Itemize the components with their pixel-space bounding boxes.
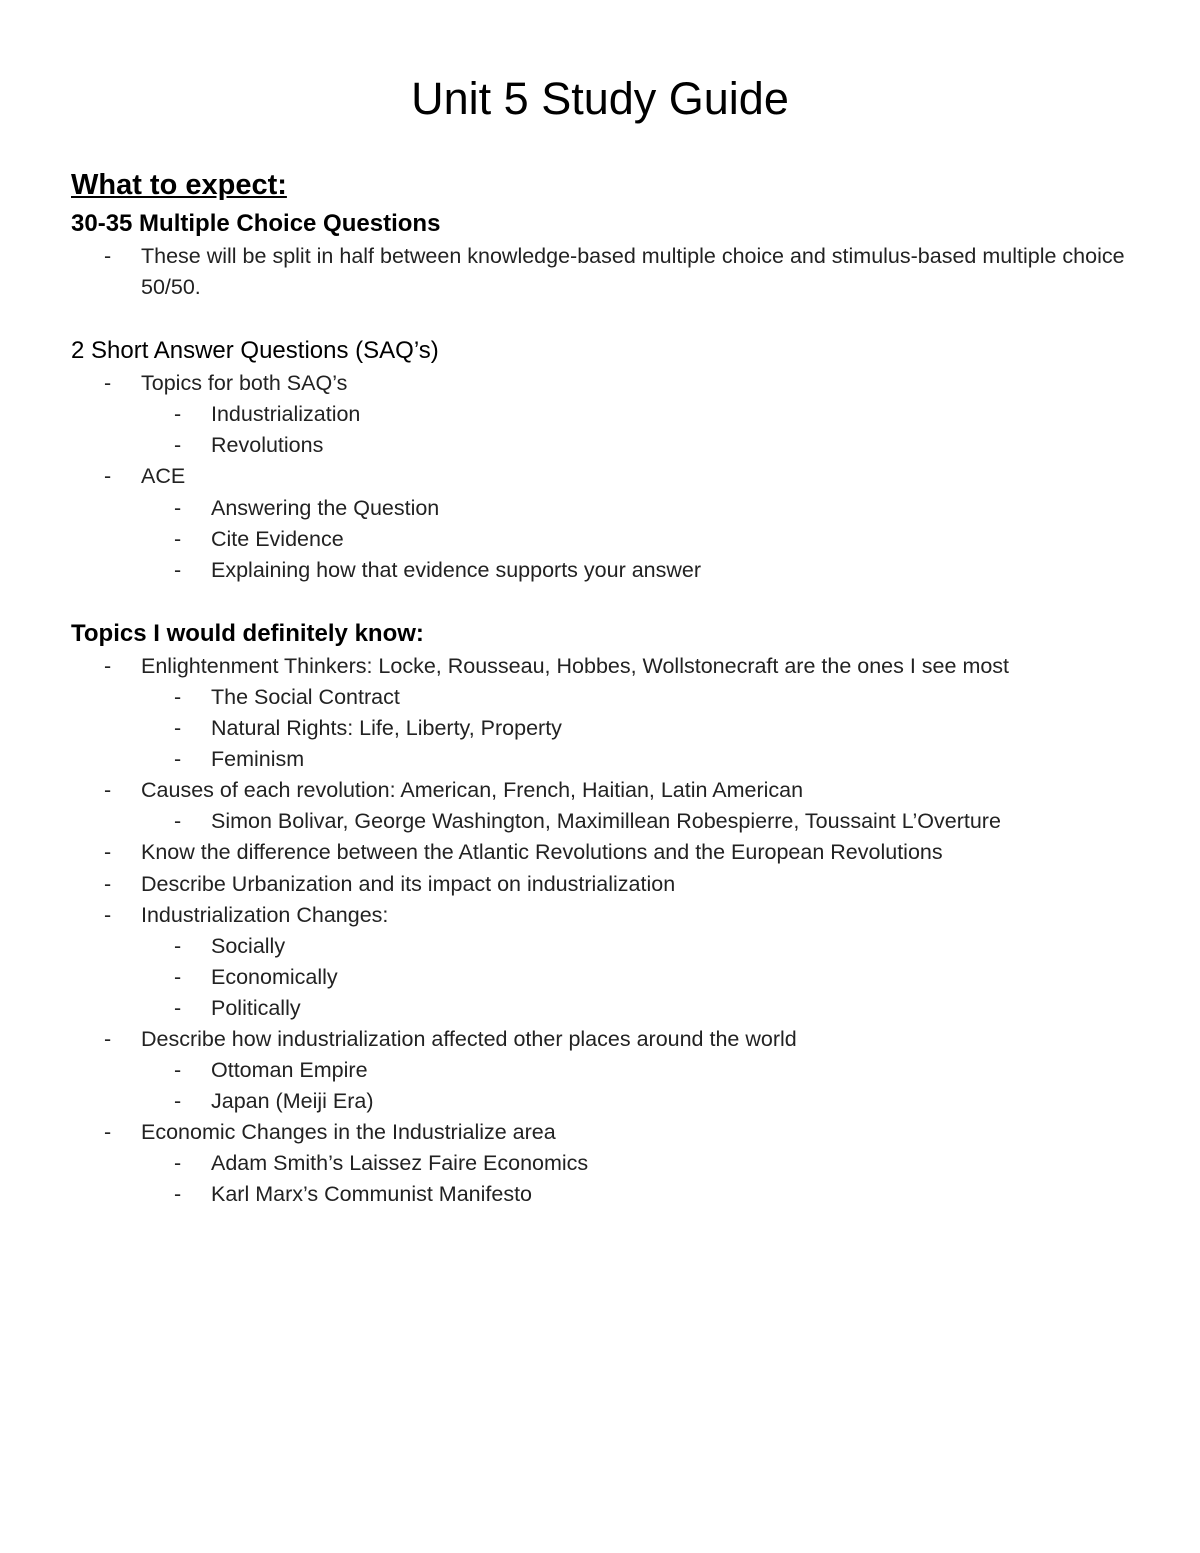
ace-sublist [141, 493, 1131, 586]
list-item-text: Ottoman Empire [211, 1058, 368, 1083]
page-title: Unit 5 Study Guide [411, 73, 789, 124]
sublist-wrapper [71, 1148, 1131, 1210]
list-item-text: Answering the Question [211, 495, 440, 520]
list-item [71, 900, 1131, 931]
topic-sublist [141, 1055, 1131, 1117]
list-item-text: Topics for both SAQ’s [141, 371, 348, 396]
list-item [141, 713, 1131, 744]
bullet-dash: - [104, 778, 112, 803]
list-item [141, 524, 1131, 555]
list-item-text: Describe how industrialization affected other places around the world [141, 1026, 797, 1051]
list-item-text: Revolutions [211, 433, 324, 458]
list-item-text: Explaining how that evidence supports your answer [211, 557, 702, 582]
list-item-text: The Social Contract [211, 684, 400, 709]
topic-sublist [141, 1148, 1131, 1210]
bullet-dash: - [174, 809, 182, 834]
bullet-dash: - [174, 433, 182, 458]
list-item [71, 775, 1131, 806]
list-item [71, 651, 1131, 682]
bullet-dash: - [174, 684, 182, 709]
list-item-text: These will be split in half between knowledge-based multiple choice and stimulus-based multiple choice 50/50. [141, 244, 1125, 300]
list-item [71, 1117, 1131, 1148]
list-item [141, 744, 1131, 775]
mcq-heading: 30-35 Multiple Choice Questions [71, 210, 441, 237]
list-item [71, 837, 1131, 868]
list-item-text: Industrialization [211, 402, 361, 427]
bullet-dash: - [174, 495, 182, 520]
list-item-text: Japan (Meiji Era) [211, 1089, 374, 1114]
list-item [141, 493, 1131, 524]
list-item [71, 241, 1131, 303]
bullet-dash: - [174, 964, 182, 989]
list-item [71, 368, 1131, 399]
list-item-text: Enlightenment Thinkers: Locke, Rousseau, Hobbes, Wollstonecraft are the ones I see most [141, 653, 1010, 678]
list-item-text: Economically [211, 964, 338, 989]
topics-heading: Topics I would definitely know: [71, 619, 424, 647]
list-item-text: Simon Bolivar, George Washington, Maximillean Robespierre, Toussaint L’Overture [211, 809, 1001, 834]
list-item [141, 555, 1131, 586]
list-item [71, 461, 1131, 492]
bullet-dash: - [174, 716, 182, 741]
sublist-wrapper [71, 493, 1131, 586]
sublist-wrapper [71, 682, 1131, 775]
topic-sublist [141, 931, 1131, 1024]
bullet-dash: - [174, 1089, 182, 1114]
list-item-text: ACE [141, 464, 186, 489]
list-item [71, 1024, 1131, 1055]
bullet-dash: - [174, 402, 182, 427]
list-item-text: Adam Smith’s Laissez Faire Economics [211, 1151, 589, 1176]
list-item-text: Socially [211, 933, 286, 958]
document-body [71, 160, 1131, 1211]
list-item-text: Causes of each revolution: American, French, Haitian, Latin American [141, 778, 804, 803]
bullet-dash: - [174, 1151, 182, 1176]
sublist-wrapper [71, 806, 1131, 837]
bullet-dash: - [104, 902, 112, 927]
bullet-dash: - [104, 840, 112, 865]
list-item [71, 869, 1131, 900]
bullet-dash: - [174, 526, 182, 551]
saq-list [71, 368, 1131, 586]
bullet-dash: - [104, 871, 112, 896]
list-item [141, 993, 1131, 1024]
bullet-dash: - [174, 995, 182, 1020]
bullet-dash: - [104, 1120, 112, 1145]
bullet-dash: - [104, 371, 112, 396]
bullet-dash: - [174, 747, 182, 772]
list-item-text: Feminism [211, 747, 305, 772]
bullet-dash: - [174, 933, 182, 958]
mcq-list [71, 241, 1131, 303]
list-item-text: Industrialization Changes: [141, 902, 389, 927]
list-item-text: Karl Marx’s Communist Manifesto [211, 1182, 532, 1207]
bullet-dash: - [174, 1182, 182, 1207]
list-item-text: Politically [211, 995, 301, 1020]
list-item [141, 399, 1131, 430]
list-item [141, 962, 1131, 993]
list-item-text: Know the difference between the Atlantic Revolutions and the European Revolutions [141, 840, 943, 865]
list-item [141, 1055, 1131, 1086]
bullet-dash: - [104, 244, 112, 268]
bullet-dash: - [104, 464, 112, 489]
list-item-text: Natural Rights: Life, Liberty, Property [211, 716, 562, 741]
list-item [141, 1148, 1131, 1179]
list-item-text: Describe Urbanization and its impact on industrialization [141, 871, 676, 896]
list-item [141, 931, 1131, 962]
topic-sublist [141, 682, 1131, 775]
list-item-text: Cite Evidence [211, 526, 344, 551]
sublist-wrapper [71, 399, 1131, 461]
topic-sublist [141, 806, 1131, 837]
bullet-dash: - [104, 1026, 112, 1051]
sublist-wrapper [71, 1055, 1131, 1117]
list-item [141, 1179, 1131, 1210]
bullet-dash: - [104, 653, 112, 678]
list-item [141, 1086, 1131, 1117]
saq-topics-sublist [141, 399, 1131, 461]
list-item [141, 430, 1131, 461]
bullet-dash: - [174, 557, 182, 582]
expect-heading: What to expect: [71, 169, 287, 201]
topics-list [71, 651, 1131, 1211]
bullet-dash: - [174, 1058, 182, 1083]
list-item [141, 682, 1131, 713]
list-item [141, 806, 1131, 837]
list-item-text: Economic Changes in the Industrialize area [141, 1120, 556, 1145]
saq-heading: 2 Short Answer Questions (SAQ’s) [71, 337, 439, 365]
sublist-wrapper [71, 931, 1131, 1024]
